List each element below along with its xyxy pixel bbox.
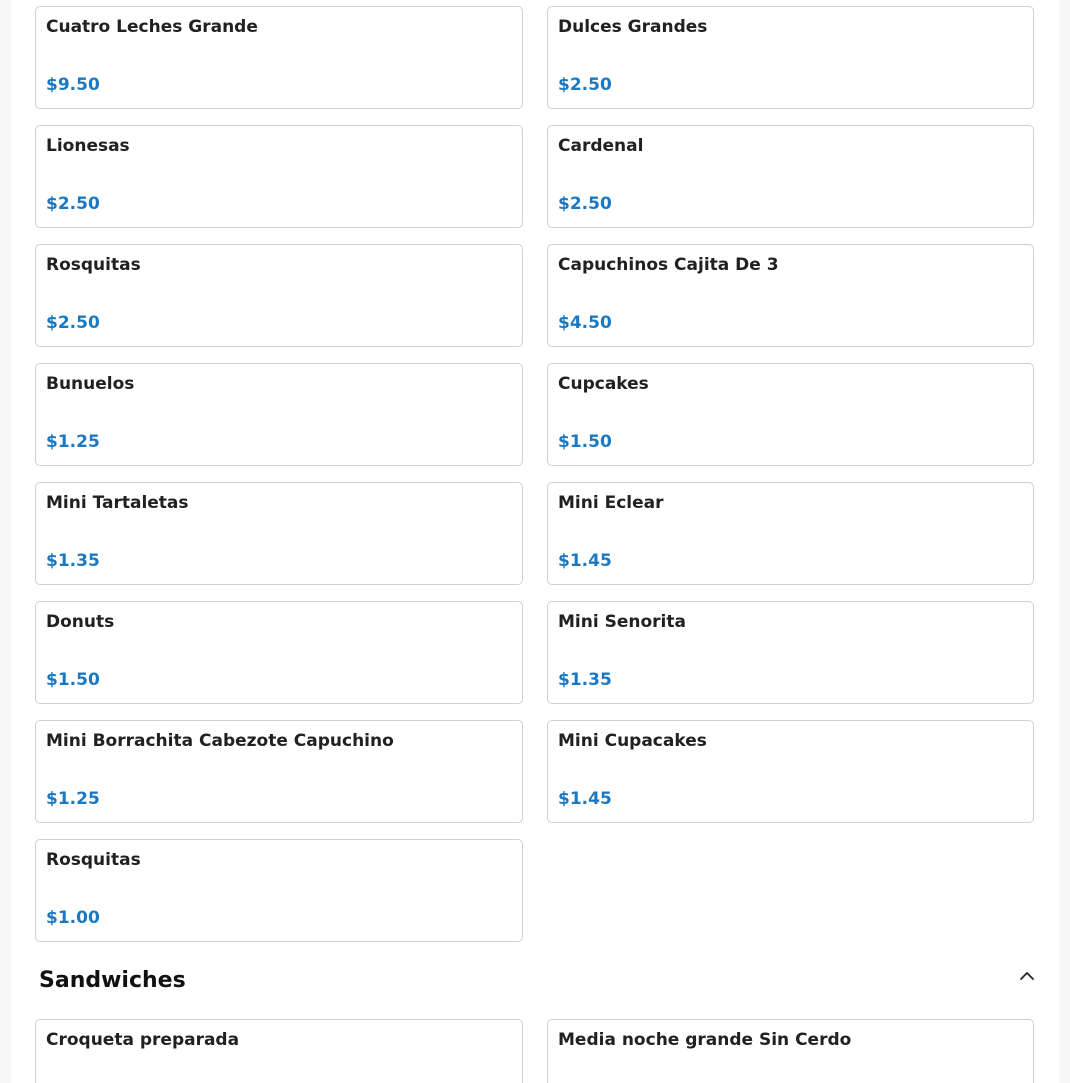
item-price: $1.35 bbox=[46, 551, 100, 571]
menu-item-card[interactable] bbox=[35, 244, 523, 347]
item-price: $1.25 bbox=[46, 789, 100, 809]
menu-item-card[interactable] bbox=[35, 1019, 523, 1083]
pastries-grid bbox=[35, 6, 1034, 942]
item-name: Croqueta preparada bbox=[46, 1030, 240, 1050]
item-price: $1.25 bbox=[46, 432, 100, 452]
item-price: $1.45 bbox=[558, 789, 612, 809]
item-price: $2.50 bbox=[558, 75, 612, 95]
item-name: Media noche grande Sin Cerdo bbox=[558, 1030, 852, 1050]
item-name: Mini Tartaletas bbox=[46, 493, 189, 513]
chevron-up-icon[interactable] bbox=[1019, 968, 1035, 984]
item-price: $1.50 bbox=[46, 670, 100, 690]
item-price: $1.35 bbox=[558, 670, 612, 690]
sandwiches-section-header[interactable] bbox=[39, 966, 1035, 1002]
menu-item-card[interactable] bbox=[35, 839, 523, 942]
menu-page bbox=[11, 0, 1059, 1083]
item-name: Cuatro Leches Grande bbox=[46, 17, 258, 37]
menu-item-card[interactable] bbox=[547, 482, 1034, 585]
menu-item-card[interactable] bbox=[35, 601, 523, 704]
item-name: Lionesas bbox=[46, 136, 130, 156]
item-price: $2.50 bbox=[46, 313, 100, 333]
item-price: $2.50 bbox=[46, 194, 100, 214]
item-name: Cardenal bbox=[558, 136, 644, 156]
menu-item-card[interactable] bbox=[35, 720, 523, 823]
item-name: Cupcakes bbox=[558, 374, 649, 394]
menu-item-card[interactable] bbox=[35, 6, 523, 109]
sandwiches-grid bbox=[35, 1019, 1034, 1083]
menu-item-card[interactable] bbox=[35, 482, 523, 585]
menu-item-card[interactable] bbox=[547, 720, 1034, 823]
section-title: Sandwiches bbox=[39, 968, 186, 993]
menu-item-card[interactable] bbox=[35, 363, 523, 466]
item-name: Mini Cupacakes bbox=[558, 731, 707, 751]
item-name: Rosquitas bbox=[46, 850, 141, 870]
item-price: $1.50 bbox=[558, 432, 612, 452]
item-price: $4.50 bbox=[558, 313, 612, 333]
menu-item-card[interactable] bbox=[547, 363, 1034, 466]
menu-item-card[interactable] bbox=[547, 1019, 1034, 1083]
item-name: Mini Senorita bbox=[558, 612, 686, 632]
item-name: Mini Eclear bbox=[558, 493, 664, 513]
menu-item-card[interactable] bbox=[547, 244, 1034, 347]
menu-item-card[interactable] bbox=[547, 125, 1034, 228]
item-name: Donuts bbox=[46, 612, 115, 632]
menu-item-card[interactable] bbox=[35, 125, 523, 228]
menu-item-card[interactable] bbox=[547, 6, 1034, 109]
item-price: $1.00 bbox=[46, 908, 100, 928]
item-name: Rosquitas bbox=[46, 255, 141, 275]
item-price: $9.50 bbox=[46, 75, 100, 95]
menu-item-card[interactable] bbox=[547, 601, 1034, 704]
item-price: $2.50 bbox=[558, 194, 612, 214]
item-name: Capuchinos Cajita De 3 bbox=[558, 255, 779, 275]
item-name: Mini Borrachita Cabezote Capuchino bbox=[46, 731, 394, 751]
item-name: Bunuelos bbox=[46, 374, 135, 394]
item-name: Dulces Grandes bbox=[558, 17, 708, 37]
item-price: $1.45 bbox=[558, 551, 612, 571]
